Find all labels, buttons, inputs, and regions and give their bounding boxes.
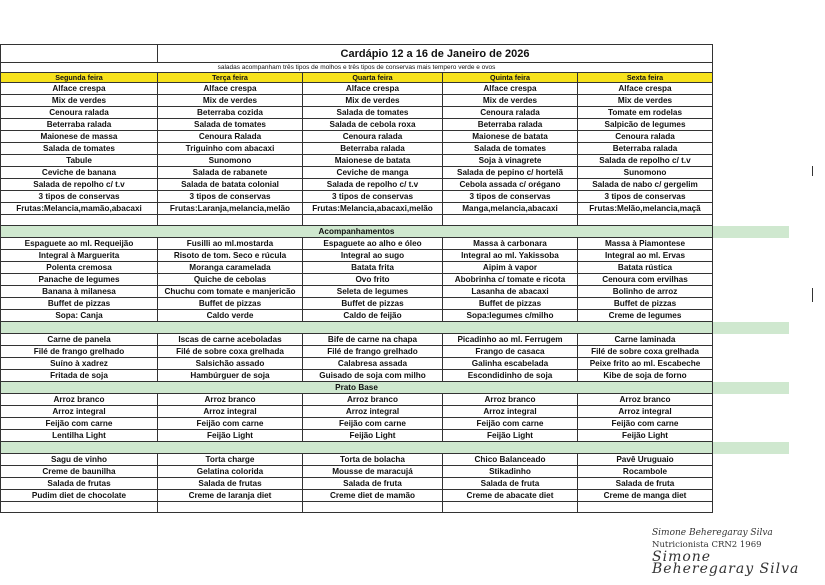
menu-item: Suíno à xadrez [1,358,158,370]
menu-row [1,394,790,406]
menu-item: Cebola assada c/ orégano [443,179,578,191]
menu-row [1,238,790,250]
menu-row-empty [713,394,790,406]
menu-row [1,466,790,478]
menu-row-empty [713,334,790,346]
menu-row-empty [713,418,790,430]
menu-row [1,250,790,262]
menu-item: Alface crespa [1,83,158,95]
menu-item: Feijão com carne [443,418,578,430]
menu-item: Frutas:Melancia,mamão,abacaxi [1,203,158,215]
signature-name: Simone Beheregaray Silva [652,528,773,538]
blank-cell [303,215,443,226]
menu-item: Salsichão assado [158,358,303,370]
menu-item: Salada de repolho c/ t.v [1,179,158,191]
menu-item: Feijão com carne [158,418,303,430]
menu-item: Mix de verdes [158,95,303,107]
menu-row-empty [713,262,790,274]
blank-cell [578,215,713,226]
menu-sheet [0,44,789,513]
menu-row [1,83,790,95]
menu-row [1,155,790,167]
menu-item: Beterraba ralada [443,119,578,131]
weekday-header: Sexta feira [578,73,713,83]
menu-item: Salada de rabanete [158,167,303,179]
section-heading-empty [713,442,790,454]
section-heading-row [1,322,790,334]
menu-row [1,478,790,490]
menu-item: Feijão Light [158,430,303,442]
weekday-header-row [1,73,790,83]
menu-body [1,45,790,513]
signature-block [652,527,812,575]
menu-row-empty [713,310,790,322]
menu-row [1,346,790,358]
menu-row [1,167,790,179]
menu-item: Arroz integral [158,406,303,418]
menu-row-empty [713,83,790,95]
menu-row-empty [713,238,790,250]
menu-row [1,310,790,322]
menu-item: Salada de fruta [303,478,443,490]
subtitle-empty-cell [713,63,790,73]
menu-item: Salada de frutas [1,478,158,490]
menu-item: Buffet de pizzas [303,298,443,310]
menu-row-empty [713,406,790,418]
menu-row-empty [713,167,790,179]
menu-item: Iscas de carne aceboladas [158,334,303,346]
menu-item: Arroz integral [443,406,578,418]
menu-item: Carne de panela [1,334,158,346]
menu-item: Frutas:Melancia,abacaxi,melão [303,203,443,215]
menu-row-empty [713,466,790,478]
menu-item: Galinha escabelada [443,358,578,370]
menu-item: Frutas:Laranja,melancia,melão [158,203,303,215]
menu-item: Ceviche de manga [303,167,443,179]
menu-item: Manga,melancia,abacaxi [443,203,578,215]
weekday-header: Quinta feira [443,73,578,83]
section-heading-empty [713,322,790,334]
menu-item: Maionese de batata [443,131,578,143]
menu-item: Gelatina colorida [158,466,303,478]
menu-item: Salada de repolho c/ t.v [578,155,713,167]
menu-item: Hambúrguer de soja [158,370,303,382]
menu-item: Chico Balanceado [443,454,578,466]
menu-item: 3 tipos de conservas [578,191,713,203]
menu-item: Tomate em rodelas [578,107,713,119]
section-heading-row [1,442,790,454]
menu-row-empty [713,286,790,298]
menu-row-empty [713,107,790,119]
menu-item: Lasanha de abacaxi [443,286,578,298]
menu-item: Cenoura Ralada [158,131,303,143]
blank-cell [443,215,578,226]
menu-item: Beterraba ralada [303,143,443,155]
menu-item: Salada de fruta [578,478,713,490]
menu-item: Creme de laranja diet [158,490,303,502]
menu-item: Sagu de vinho [1,454,158,466]
menu-item: Seleta de legumes [303,286,443,298]
menu-item: Arroz branco [303,394,443,406]
menu-item: Salada de tomates [158,119,303,131]
menu-item: Filé de frango grelhado [1,346,158,358]
menu-item: Creme de baunilha [1,466,158,478]
menu-item: Massa à carbonara [443,238,578,250]
menu-row [1,358,790,370]
menu-item: Aipim à vapor [443,262,578,274]
menu-item: Caldo verde [158,310,303,322]
menu-item: Arroz integral [303,406,443,418]
menu-row [1,298,790,310]
menu-item: Chuchu com tomate e manjericão [158,286,303,298]
weekday-header-empty [713,73,790,83]
menu-row [1,143,790,155]
menu-row-empty [713,143,790,155]
menu-table [0,44,790,513]
menu-row [1,430,790,442]
menu-item: Feijão Light [443,430,578,442]
blank-cell-empty [713,502,790,513]
menu-item: Espaguete ao ml. Requeijão [1,238,158,250]
menu-item: Salada de fruta [443,478,578,490]
menu-row [1,418,790,430]
menu-item: Buffet de pizzas [578,298,713,310]
menu-item: 3 tipos de conservas [443,191,578,203]
menu-item: Cenoura ralada [303,131,443,143]
menu-item: Stikadinho [443,466,578,478]
weekday-header: Quarta feira [303,73,443,83]
weekday-header: Terça feira [158,73,303,83]
subtitle-row [1,63,790,73]
menu-row [1,107,790,119]
menu-item: Maionese de massa [1,131,158,143]
blank-cell [1,215,158,226]
menu-item: Mix de verdes [303,95,443,107]
title-row [1,45,790,63]
menu-item: Abobrinha c/ tomate e ricota [443,274,578,286]
menu-item: Calabresa assada [303,358,443,370]
menu-item: Feijão com carne [1,418,158,430]
menu-item: Integral ao sugo [303,250,443,262]
blank-cell-empty [713,215,790,226]
title-right-cell [713,45,790,63]
menu-item: Filé de sobre coxa grelhada [578,346,713,358]
menu-row-empty [713,179,790,191]
menu-item: Arroz branco [158,394,303,406]
signature-role: Nutricionista CRN2 1969 [652,540,762,550]
weekday-header: Segunda feira [1,73,158,83]
menu-item: Creme de manga diet [578,490,713,502]
menu-item: Salada de frutas [158,478,303,490]
menu-item: Batata frita [303,262,443,274]
menu-item: Pavê Uruguaio [578,454,713,466]
menu-item: Sopa:legumes c/milho [443,310,578,322]
menu-item: Tabule [1,155,158,167]
menu-item: Rocambole [578,466,713,478]
menu-row [1,490,790,502]
margin-tick-right-lower [812,288,813,302]
menu-item: Frango de casaca [443,346,578,358]
menu-item: Buffet de pizzas [158,298,303,310]
menu-item: Peixe frito ao ml. Escabeche [578,358,713,370]
section-heading-row [1,226,790,238]
menu-item: Beterraba ralada [1,119,158,131]
menu-row-empty [713,155,790,167]
menu-item: Salada de repolho c/ t.v [303,179,443,191]
menu-item: Fritada de soja [1,370,158,382]
menu-item: Feijão com carne [578,418,713,430]
page-title: Cardápio 12 a 16 de Janeiro de 2026 [158,45,713,63]
menu-item: Batata rústica [578,262,713,274]
menu-item: Kibe de soja de forno [578,370,713,382]
signature-scribble: Simone Beheregaray Silva [652,549,800,577]
menu-item: Massa à Piamontese [578,238,713,250]
menu-item: Escondidinho de soja [443,370,578,382]
menu-item: Frutas:Melão,melancia,maçã [578,203,713,215]
menu-row-empty [713,430,790,442]
menu-row [1,179,790,191]
menu-item: Filé de frango grelhado [303,346,443,358]
menu-item: 3 tipos de conservas [303,191,443,203]
menu-item: Bife de carne na chapa [303,334,443,346]
menu-row-empty [713,490,790,502]
menu-item: Banana à milanesa [1,286,158,298]
menu-item: Creme de abacate diet [443,490,578,502]
menu-row-empty [713,191,790,203]
menu-row [1,119,790,131]
menu-item: Pudim diet de chocolate [1,490,158,502]
menu-row [1,274,790,286]
menu-item: Creme diet de mamão [303,490,443,502]
menu-item: Cenoura ralada [443,107,578,119]
menu-row-empty [713,298,790,310]
menu-row [1,334,790,346]
menu-row-empty [713,370,790,382]
menu-item: Alface crespa [578,83,713,95]
blank-row [1,502,790,513]
menu-item: Filé de sobre coxa grelhada [158,346,303,358]
section-heading: Prato Base [1,382,713,394]
menu-item: Salada de batata colonial [158,179,303,191]
menu-row [1,286,790,298]
margin-tick-right-upper [812,166,813,176]
menu-item: Polenta cremosa [1,262,158,274]
menu-row [1,131,790,143]
section-heading: Acompanhamentos [1,226,713,238]
menu-item: Lentilha Light [1,430,158,442]
menu-item: Salada de pepino c/ hortelã [443,167,578,179]
menu-row [1,203,790,215]
menu-row-empty [713,454,790,466]
menu-item: Salada de tomates [303,107,443,119]
menu-item: Integral ao ml. Yakissoba [443,250,578,262]
menu-row [1,406,790,418]
menu-row-empty [713,478,790,490]
menu-item: Guisado de soja com milho [303,370,443,382]
menu-item: Salpicão de legumes [578,119,713,131]
menu-item: Alface crespa [443,83,578,95]
menu-row [1,370,790,382]
blank-cell [443,502,578,513]
menu-row-empty [713,358,790,370]
menu-item: Arroz branco [578,394,713,406]
menu-row [1,262,790,274]
menu-item: Integral ao ml. Ervas [578,250,713,262]
menu-item: Cenoura com ervilhas [578,274,713,286]
menu-row-empty [713,131,790,143]
menu-row [1,95,790,107]
menu-item: Feijão Light [578,430,713,442]
menu-item: Moranga caramelada [158,262,303,274]
section-heading-empty [713,226,790,238]
menu-item: Ovo frito [303,274,443,286]
menu-row-empty [713,346,790,358]
menu-item: Soja à vinagrete [443,155,578,167]
menu-item: Espaguete ao alho e óleo [303,238,443,250]
menu-item: Mix de verdes [1,95,158,107]
menu-item: Triguinho com abacaxi [158,143,303,155]
menu-item: Mix de verdes [443,95,578,107]
section-heading [1,442,713,454]
page-subtitle: saladas acompanham três tipos de molhos e três tipos de conservas mais tempero verde e ovos [1,63,713,73]
menu-item: Salada de nabo c/ gergelim [578,179,713,191]
menu-item: Mousse de maracujá [303,466,443,478]
menu-item: Cenoura ralada [578,131,713,143]
menu-item: Feijão Light [303,430,443,442]
menu-item: Picadinho ao ml. Ferrugem [443,334,578,346]
menu-item: Ceviche de banana [1,167,158,179]
section-heading [1,322,713,334]
menu-item: Quiche de cebolas [158,274,303,286]
menu-item: Fusilli ao ml.mostarda [158,238,303,250]
section-heading-row [1,382,790,394]
menu-item: Cenoura ralada [1,107,158,119]
menu-item: Salada de tomates [443,143,578,155]
menu-item: Caldo de feijão [303,310,443,322]
menu-item: Maionese de batata [303,155,443,167]
menu-item: Integral à Marguerita [1,250,158,262]
menu-row-empty [713,274,790,286]
menu-item: Panache de legumes [1,274,158,286]
menu-row-empty [713,95,790,107]
menu-item: 3 tipos de conservas [1,191,158,203]
menu-item: Torta charge [158,454,303,466]
menu-item: Bolinho de arroz [578,286,713,298]
menu-item: Arroz integral [1,406,158,418]
menu-item: Risoto de tom. Seco e rúcula [158,250,303,262]
menu-item: Arroz integral [578,406,713,418]
menu-item: Creme de legumes [578,310,713,322]
blank-cell [158,215,303,226]
title-left-cell [1,45,158,63]
menu-item: Beterraba ralada [578,143,713,155]
menu-row [1,191,790,203]
menu-item: Feijão com carne [303,418,443,430]
blank-cell [303,502,443,513]
menu-item: Buffet de pizzas [1,298,158,310]
menu-item: Sunomono [158,155,303,167]
menu-item: Salada de tomates [1,143,158,155]
blank-cell [158,502,303,513]
menu-item: Arroz branco [443,394,578,406]
menu-item: Buffet de pizzas [443,298,578,310]
menu-row [1,454,790,466]
blank-row [1,215,790,226]
menu-item: Alface crespa [303,83,443,95]
menu-item: Arroz branco [1,394,158,406]
menu-row-empty [713,250,790,262]
menu-item: Alface crespa [158,83,303,95]
menu-item: Mix de verdes [578,95,713,107]
blank-cell [578,502,713,513]
menu-item: Sopa: Canja [1,310,158,322]
menu-row-empty [713,119,790,131]
menu-item: Carne laminada [578,334,713,346]
section-heading-empty [713,382,790,394]
menu-row-empty [713,203,790,215]
menu-item: Torta de bolacha [303,454,443,466]
menu-item: Salada de cebola roxa [303,119,443,131]
menu-item: 3 tipos de conservas [158,191,303,203]
menu-item: Sunomono [578,167,713,179]
menu-item: Beterraba cozida [158,107,303,119]
blank-cell [1,502,158,513]
